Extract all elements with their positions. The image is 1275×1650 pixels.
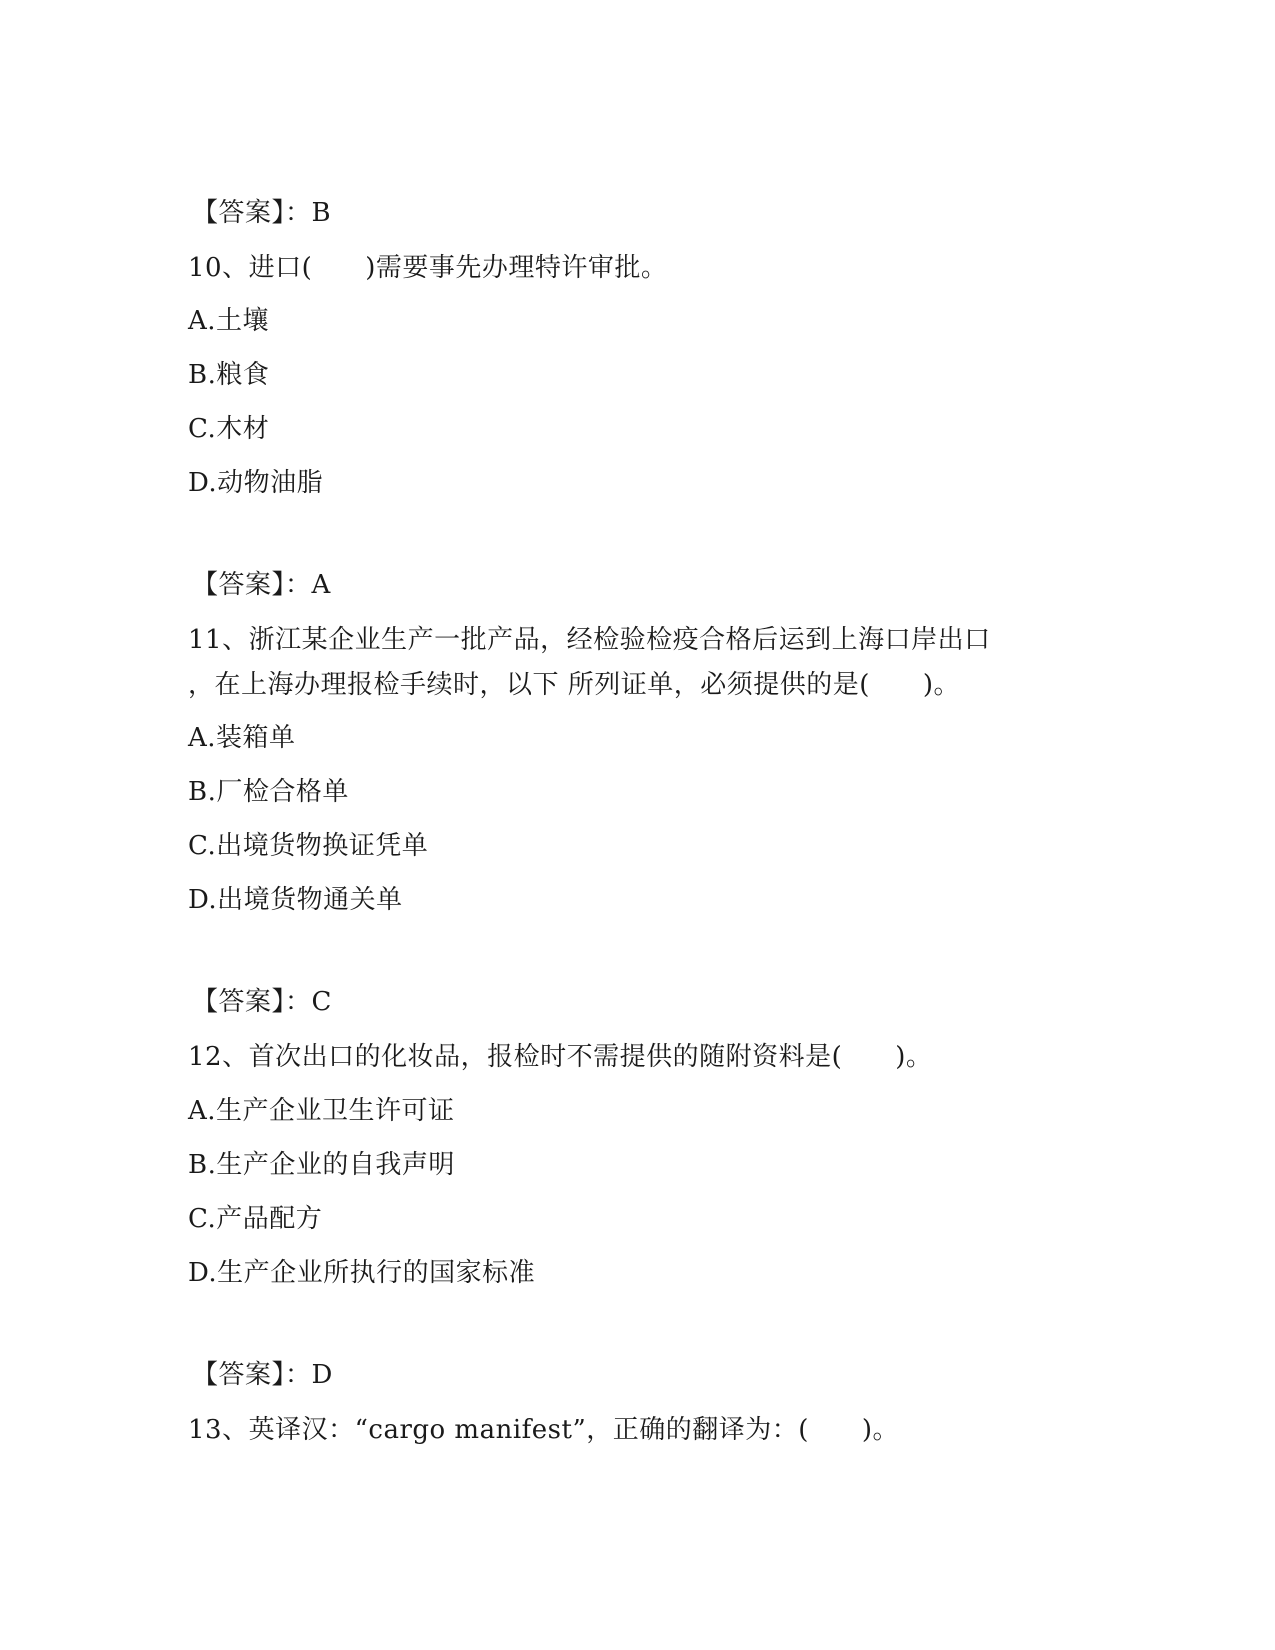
- question-11-option-c: C.出境货物换证凭单: [188, 831, 429, 861]
- question-11-stem-line2: ，在上海办理报检手续时，以下 所列证单，必须提供的是( )。: [188, 670, 961, 700]
- answer-q12: 【答案】：D: [192, 1360, 333, 1390]
- question-12-stem: 12、首次出口的化妆品，报检时不需提供的随附资料是( )。: [188, 1042, 933, 1072]
- question-10-option-a: A.土壤: [188, 306, 270, 336]
- answer-q10: 【答案】：A: [192, 570, 331, 600]
- question-12-option-c: C.产品配方: [188, 1204, 323, 1234]
- question-11-option-a: A.装箱单: [188, 723, 296, 753]
- question-10-stem: 10、进口( )需要事先办理特许审批。: [188, 253, 668, 283]
- question-11-option-b: B.厂检合格单: [188, 777, 349, 807]
- question-12-option-a: A.生产企业卫生许可证: [188, 1096, 455, 1126]
- question-10-option-b: B.粮食: [188, 360, 270, 390]
- question-10-option-c: C.木材: [188, 414, 270, 444]
- question-12-option-d: D.生产企业所执行的国家标准: [188, 1258, 536, 1288]
- answer-q9: 【答案】：B: [192, 198, 332, 228]
- question-13-stem: 13、英译汉：“cargo manifest”，正确的翻译为：( )。: [188, 1415, 900, 1445]
- question-11-stem-line1: 11、浙江某企业生产一批产品，经检验检疫合格后运到上海口岸出口: [188, 625, 991, 655]
- answer-q11: 【答案】：C: [192, 987, 332, 1017]
- question-11-option-d: D.出境货物通关单: [188, 885, 403, 915]
- question-12-option-b: B.生产企业的自我声明: [188, 1150, 455, 1180]
- question-10-option-d: D.动物油脂: [188, 468, 324, 498]
